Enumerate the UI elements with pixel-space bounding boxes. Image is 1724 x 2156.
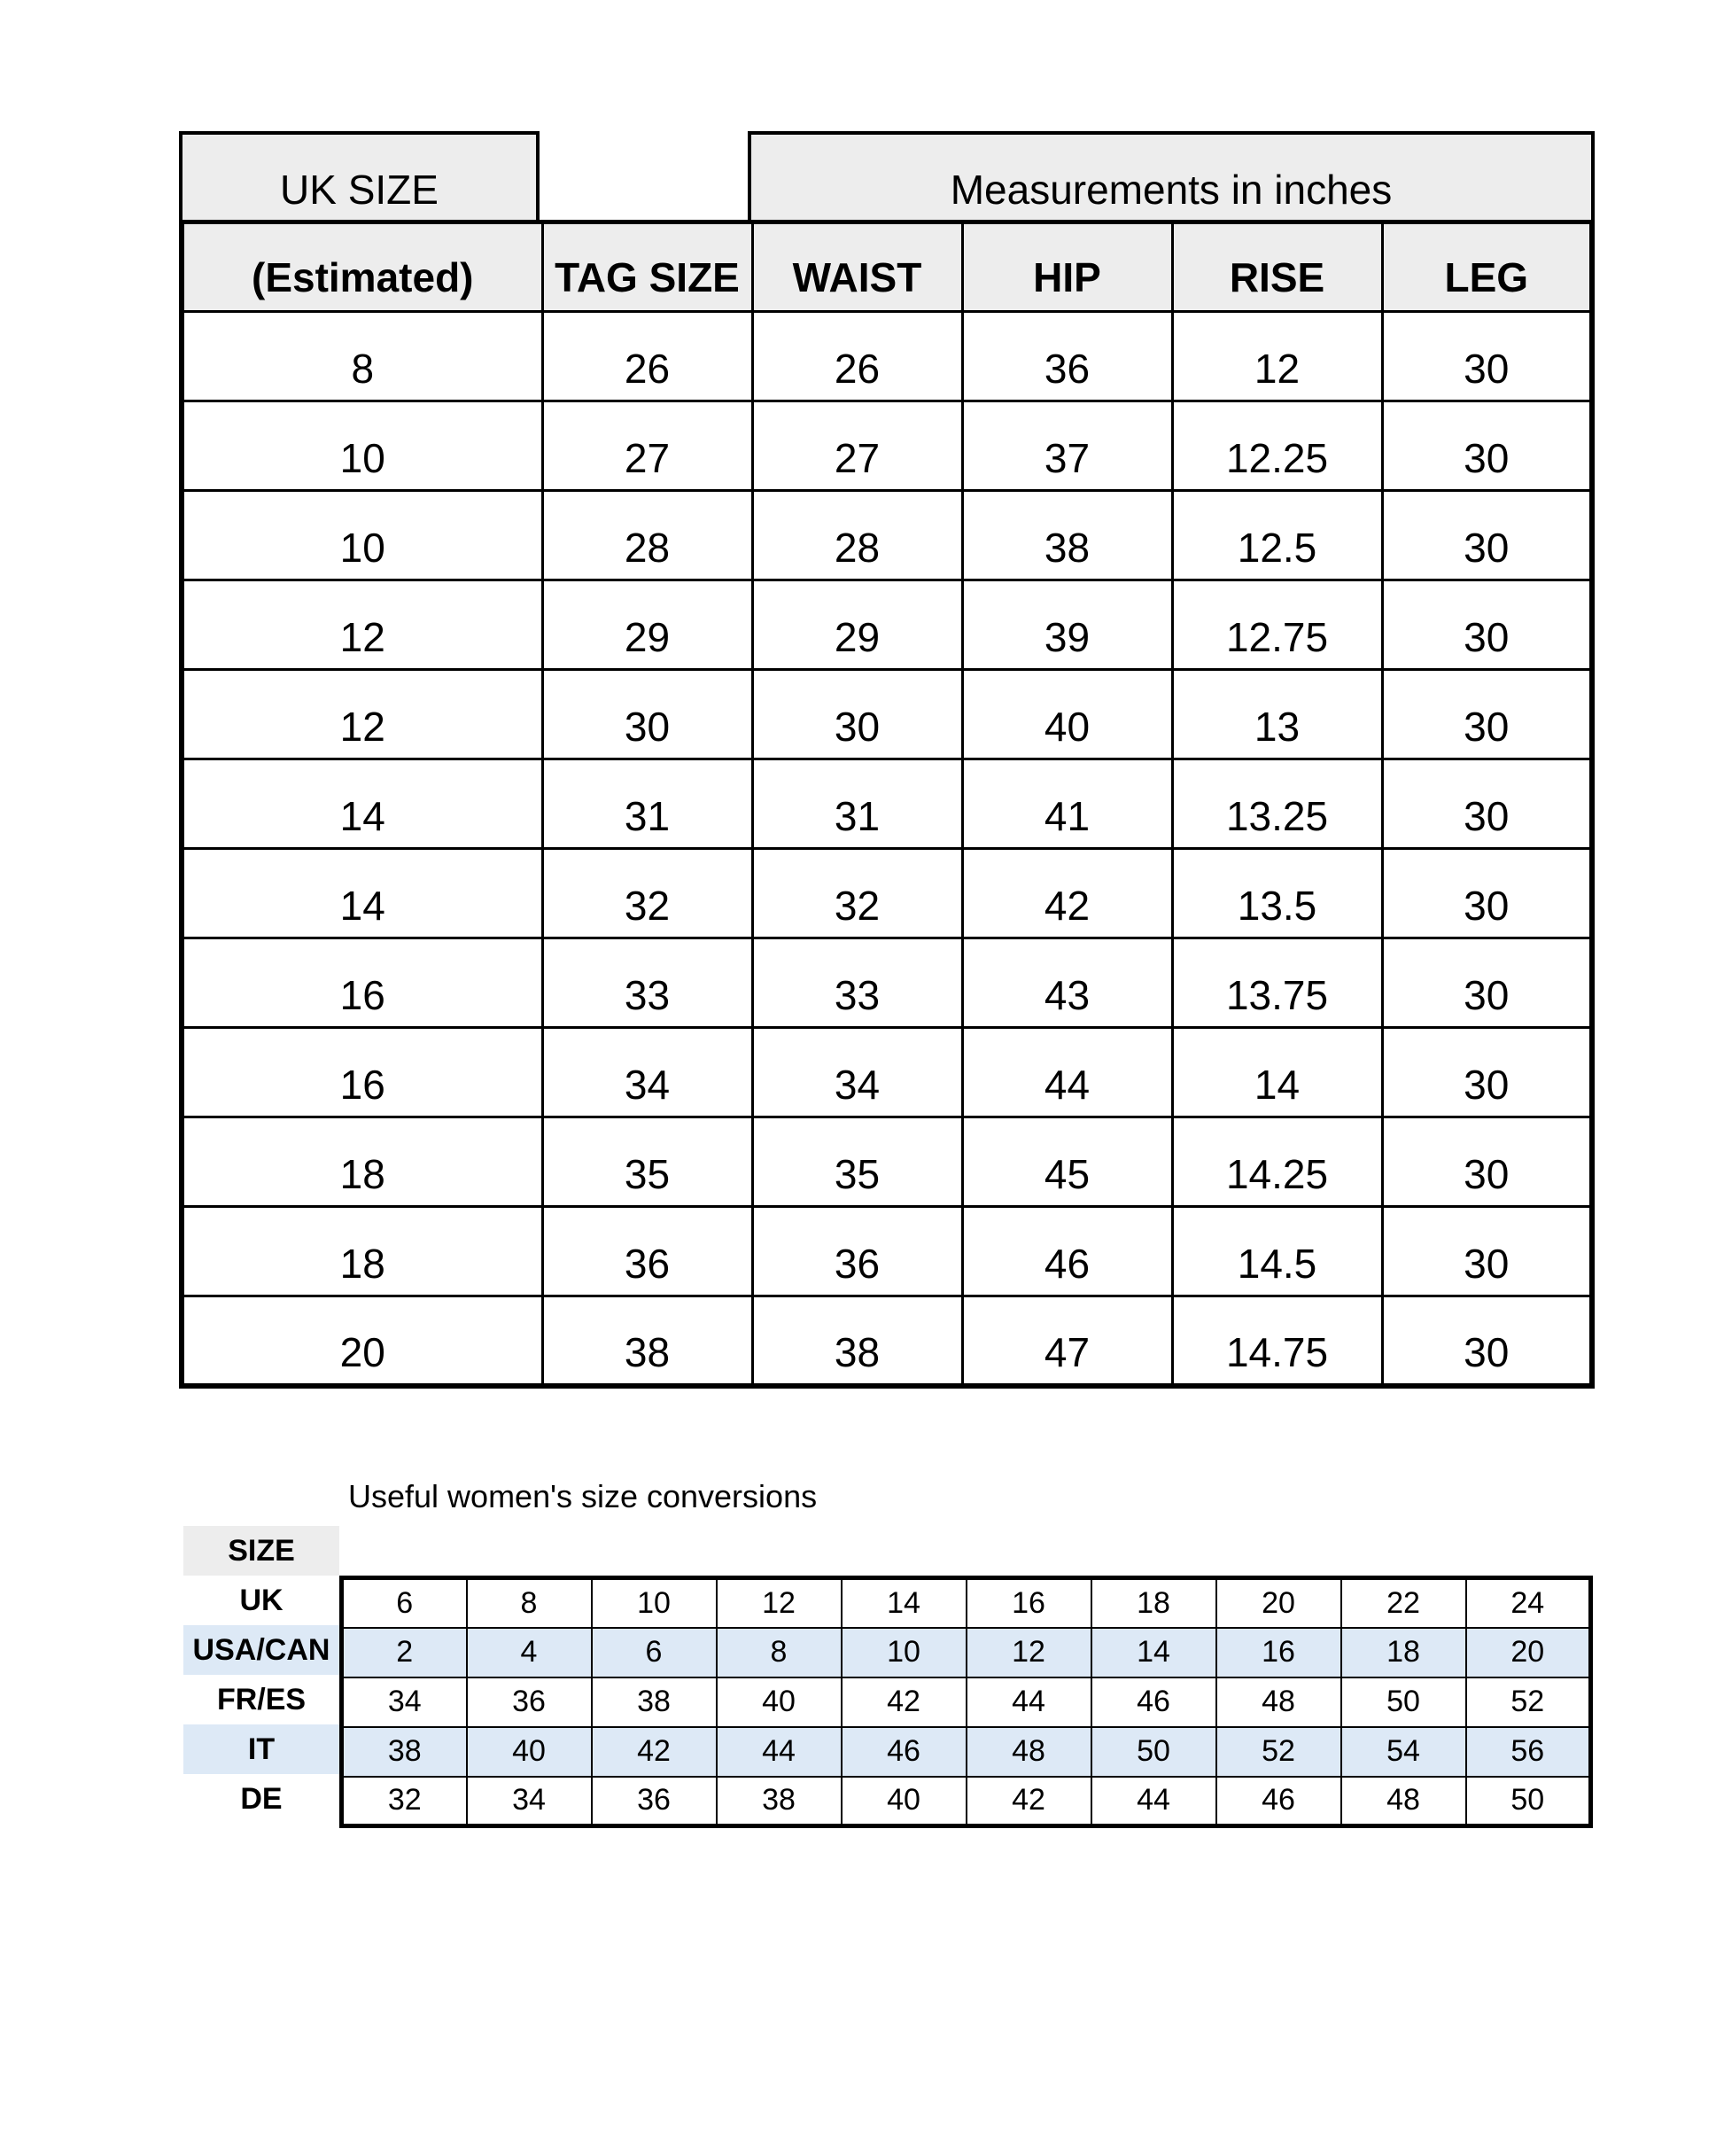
conversion-cell: 32 [342,1777,467,1826]
table-cell: 18 [182,1207,542,1296]
table-cell: 33 [752,938,962,1028]
table-cell: 38 [542,1296,752,1386]
table-cell: 28 [752,491,962,580]
conversion-cell: 10 [842,1628,967,1677]
table-cell: 12.75 [1172,580,1382,670]
conversion-cell: 40 [717,1677,842,1727]
size-conversion-table [339,1576,1593,1828]
conversion-cell: 42 [967,1777,1091,1826]
table-row [182,759,1592,849]
table-cell: 34 [542,1028,752,1117]
conversion-cell: 46 [842,1727,967,1777]
conversion-cell: 8 [717,1628,842,1677]
conversion-cell: 36 [592,1777,717,1826]
conversion-cell: 38 [717,1777,842,1826]
table-cell: 32 [542,849,752,938]
table-cell: 31 [752,759,962,849]
table-cell: 27 [752,401,962,491]
table-cell: 36 [962,312,1172,401]
table-cell: 10 [182,491,542,580]
table-cell: 16 [182,938,542,1028]
size-measurement-table [179,220,1595,1389]
conversion-row [342,1727,1591,1777]
column-header-tag-size: TAG SIZE [542,222,752,312]
conversion-row [342,1677,1591,1727]
conversion-cell: 20 [1216,1578,1341,1628]
conversion-cell: 12 [967,1628,1091,1677]
table-cell: 14 [182,849,542,938]
table-cell: 13.75 [1172,938,1382,1028]
table-cell: 18 [182,1117,542,1207]
measurements-header-text: Measurements in inches [950,167,1393,213]
table-cell: 45 [962,1117,1172,1207]
conversion-cell: 52 [1216,1727,1341,1777]
conversion-row-label-it: IT [183,1724,339,1774]
conversion-size-label: SIZE [183,1526,339,1576]
table-cell: 38 [752,1296,962,1386]
table-cell: 46 [962,1207,1172,1296]
table-cell: 12.5 [1172,491,1382,580]
table-cell: 37 [962,401,1172,491]
conversion-cell: 12 [717,1578,842,1628]
conversion-cell: 18 [1091,1578,1216,1628]
table-cell: 30 [1382,1028,1592,1117]
conversion-row [342,1777,1591,1826]
table-cell: 36 [752,1207,962,1296]
table-cell: 30 [1382,1207,1592,1296]
conversion-row [342,1578,1591,1628]
conversion-cell: 52 [1466,1677,1591,1727]
conversion-cell: 54 [1341,1727,1466,1777]
conversion-cell: 38 [342,1727,467,1777]
table-row [182,401,1592,491]
table-cell: 29 [542,580,752,670]
table-cell: 16 [182,1028,542,1117]
table-cell: 30 [1382,1117,1592,1207]
conversion-caption: Useful women's size conversions [348,1478,818,1514]
table-cell: 30 [1382,401,1592,491]
column-header-rise: RISE [1172,222,1382,312]
conversion-cell: 38 [592,1677,717,1727]
conversion-cell: 22 [1341,1578,1466,1628]
conversion-cell: 50 [1341,1677,1466,1727]
table-cell: 14.5 [1172,1207,1382,1296]
conversion-cell: 46 [1091,1677,1216,1727]
conversion-row-label-de: DE [240,1781,283,1816]
conversion-cell: 2 [342,1628,467,1677]
table-cell: 14.75 [1172,1296,1382,1386]
conversion-cell: 44 [1091,1777,1216,1826]
conversion-cell: 50 [1091,1727,1216,1777]
table-cell: 30 [1382,670,1592,759]
conversion-cell: 36 [467,1677,592,1727]
table-header-row [182,222,1592,312]
table-cell: 10 [182,401,542,491]
table-cell: 42 [962,849,1172,938]
table-cell: 30 [1382,580,1592,670]
table-cell: 26 [752,312,962,401]
table-row [182,1028,1592,1117]
table-cell: 30 [1382,312,1592,401]
table-cell: 35 [752,1117,962,1207]
column-header-estimated: (Estimated) [182,222,542,312]
table-row [182,580,1592,670]
column-header-waist: WAIST [752,222,962,312]
table-cell: 13.25 [1172,759,1382,849]
table-cell: 39 [962,580,1172,670]
conversion-cell: 44 [717,1727,842,1777]
measurements-header [748,131,1595,222]
table-cell: 14 [182,759,542,849]
conversion-cell: 44 [967,1677,1091,1727]
table-cell: 26 [542,312,752,401]
table-row [182,938,1592,1028]
table-cell: 41 [962,759,1172,849]
table-cell: 12 [1172,312,1382,401]
conversion-cell: 46 [1216,1777,1341,1826]
uk-size-header-text: UK SIZE [280,167,439,213]
table-cell: 30 [1382,938,1592,1028]
table-cell: 43 [962,938,1172,1028]
table-row [182,849,1592,938]
conversion-row-label-uk: UK [239,1583,283,1617]
conversion-cell: 14 [1091,1628,1216,1677]
table-cell: 36 [542,1207,752,1296]
table-cell: 38 [962,491,1172,580]
conversion-cell: 24 [1466,1578,1591,1628]
table-row [182,491,1592,580]
table-cell: 30 [1382,759,1592,849]
conversion-cell: 40 [842,1777,967,1826]
table-cell: 14 [1172,1028,1382,1117]
conversion-cell: 40 [467,1727,592,1777]
table-cell: 14.25 [1172,1117,1382,1207]
table-cell: 34 [752,1028,962,1117]
conversion-cell: 48 [1341,1777,1466,1826]
table-cell: 30 [1382,491,1592,580]
conversion-cell: 10 [592,1578,717,1628]
table-cell: 12.25 [1172,401,1382,491]
table-cell: 8 [182,312,542,401]
table-cell: 30 [752,670,962,759]
conversion-cell: 50 [1466,1777,1591,1826]
conversion-cell: 56 [1466,1727,1591,1777]
table-row [182,312,1592,401]
conversion-cell: 4 [467,1628,592,1677]
conversion-cell: 6 [592,1628,717,1677]
conversion-row-label-usa-can: USA/CAN [183,1625,339,1675]
conversion-cell: 6 [342,1578,467,1628]
table-cell: 13 [1172,670,1382,759]
table-cell: 29 [752,580,962,670]
table-cell: 31 [542,759,752,849]
table-cell: 30 [542,670,752,759]
table-row [182,1207,1592,1296]
table-cell: 35 [542,1117,752,1207]
conversion-cell: 14 [842,1578,967,1628]
conversion-row [342,1628,1591,1677]
table-row [182,1296,1592,1386]
table-cell: 20 [182,1296,542,1386]
column-header-hip: HIP [962,222,1172,312]
table-cell: 12 [182,580,542,670]
conversion-cell: 42 [592,1727,717,1777]
column-header-leg: LEG [1382,222,1592,312]
conversion-cell: 18 [1341,1628,1466,1677]
conversion-cell: 42 [842,1677,967,1727]
conversion-cell: 48 [967,1727,1091,1777]
conversion-cell: 16 [1216,1628,1341,1677]
table-cell: 30 [1382,1296,1592,1386]
table-cell: 30 [1382,849,1592,938]
conversion-cell: 48 [1216,1677,1341,1727]
table-row [182,1117,1592,1207]
conversion-cell: 20 [1466,1628,1591,1677]
table-cell: 27 [542,401,752,491]
table-cell: 12 [182,670,542,759]
uk-size-header [179,131,540,222]
table-cell: 32 [752,849,962,938]
table-row [182,670,1592,759]
conversion-row-label-fr-es: FR/ES [216,1682,307,1716]
table-cell: 33 [542,938,752,1028]
table-cell: 44 [962,1028,1172,1117]
table-cell: 40 [962,670,1172,759]
conversion-cell: 8 [467,1578,592,1628]
table-cell: 28 [542,491,752,580]
conversion-cell: 34 [342,1677,467,1727]
table-cell: 47 [962,1296,1172,1386]
table-cell: 13.5 [1172,849,1382,938]
conversion-cell: 34 [467,1777,592,1826]
conversion-cell: 16 [967,1578,1091,1628]
